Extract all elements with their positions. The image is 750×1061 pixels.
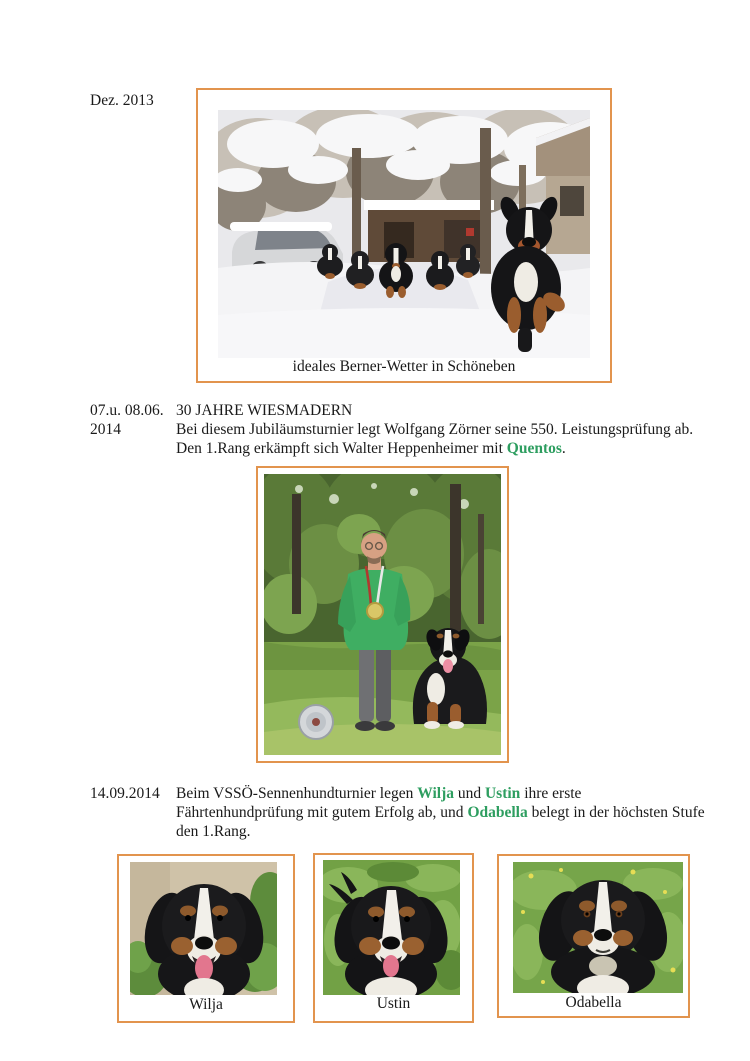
photo-frame-ustin xyxy=(313,853,474,1023)
odabella-photo-illustration xyxy=(513,862,683,993)
photo-frame-wilja xyxy=(117,854,295,1023)
wilja-photo xyxy=(130,862,277,995)
entry2-date-line1: 07.u. 08.06. xyxy=(90,402,164,419)
ustin-caption: Ustin xyxy=(376,995,411,1012)
entry3-line: den 1.Rang. xyxy=(176,823,251,840)
entry2-date xyxy=(90,401,164,439)
photo-frame-snow xyxy=(196,88,612,383)
entry2-line: Den 1.Rang erkämpft sich Walter Heppenheimer mit Quentos. xyxy=(176,440,566,457)
photo-frame-odabella xyxy=(497,854,690,1018)
odabella-caption: Odabella xyxy=(565,994,622,1011)
ustin-photo xyxy=(323,860,460,995)
entry2-date-line2: 2014 xyxy=(90,421,121,438)
wilja-caption: Wilja xyxy=(189,996,223,1013)
winner-photo xyxy=(264,474,501,755)
entry1-date: Dez. 2013 xyxy=(90,92,154,109)
winner-photo-illustration xyxy=(264,474,501,755)
snow-photo-caption: ideales Berner-Wetter in Schöneben xyxy=(292,358,516,375)
entry2-text xyxy=(176,401,693,458)
odabella-photo xyxy=(513,862,683,993)
snow-dogs-photo xyxy=(218,110,590,358)
entry3-line: Fährtenhundprüfung mit gutem Erfolg ab, und Odabella belegt in der höchsten Stufe xyxy=(176,804,705,821)
snow-dogs-photo-illustration xyxy=(218,110,590,358)
entry2-line: Bei diesem Jubiläumsturnier legt Wolfgang Zörner seine 550. Leistungsprüfung ab. xyxy=(176,421,694,438)
entry2-title: 30 JAHRE WIESMADERN xyxy=(176,402,353,419)
entry3-line: Beim VSSÖ-Sennenhundturnier legen Wilja und Ustin ihre erste xyxy=(176,785,582,802)
entry3-text xyxy=(176,784,705,841)
wilja-photo-illustration xyxy=(130,862,277,995)
entry3-date: 14.09.2014 xyxy=(90,785,160,802)
photo-frame-winner xyxy=(256,466,509,763)
ustin-photo-illustration xyxy=(323,860,460,995)
